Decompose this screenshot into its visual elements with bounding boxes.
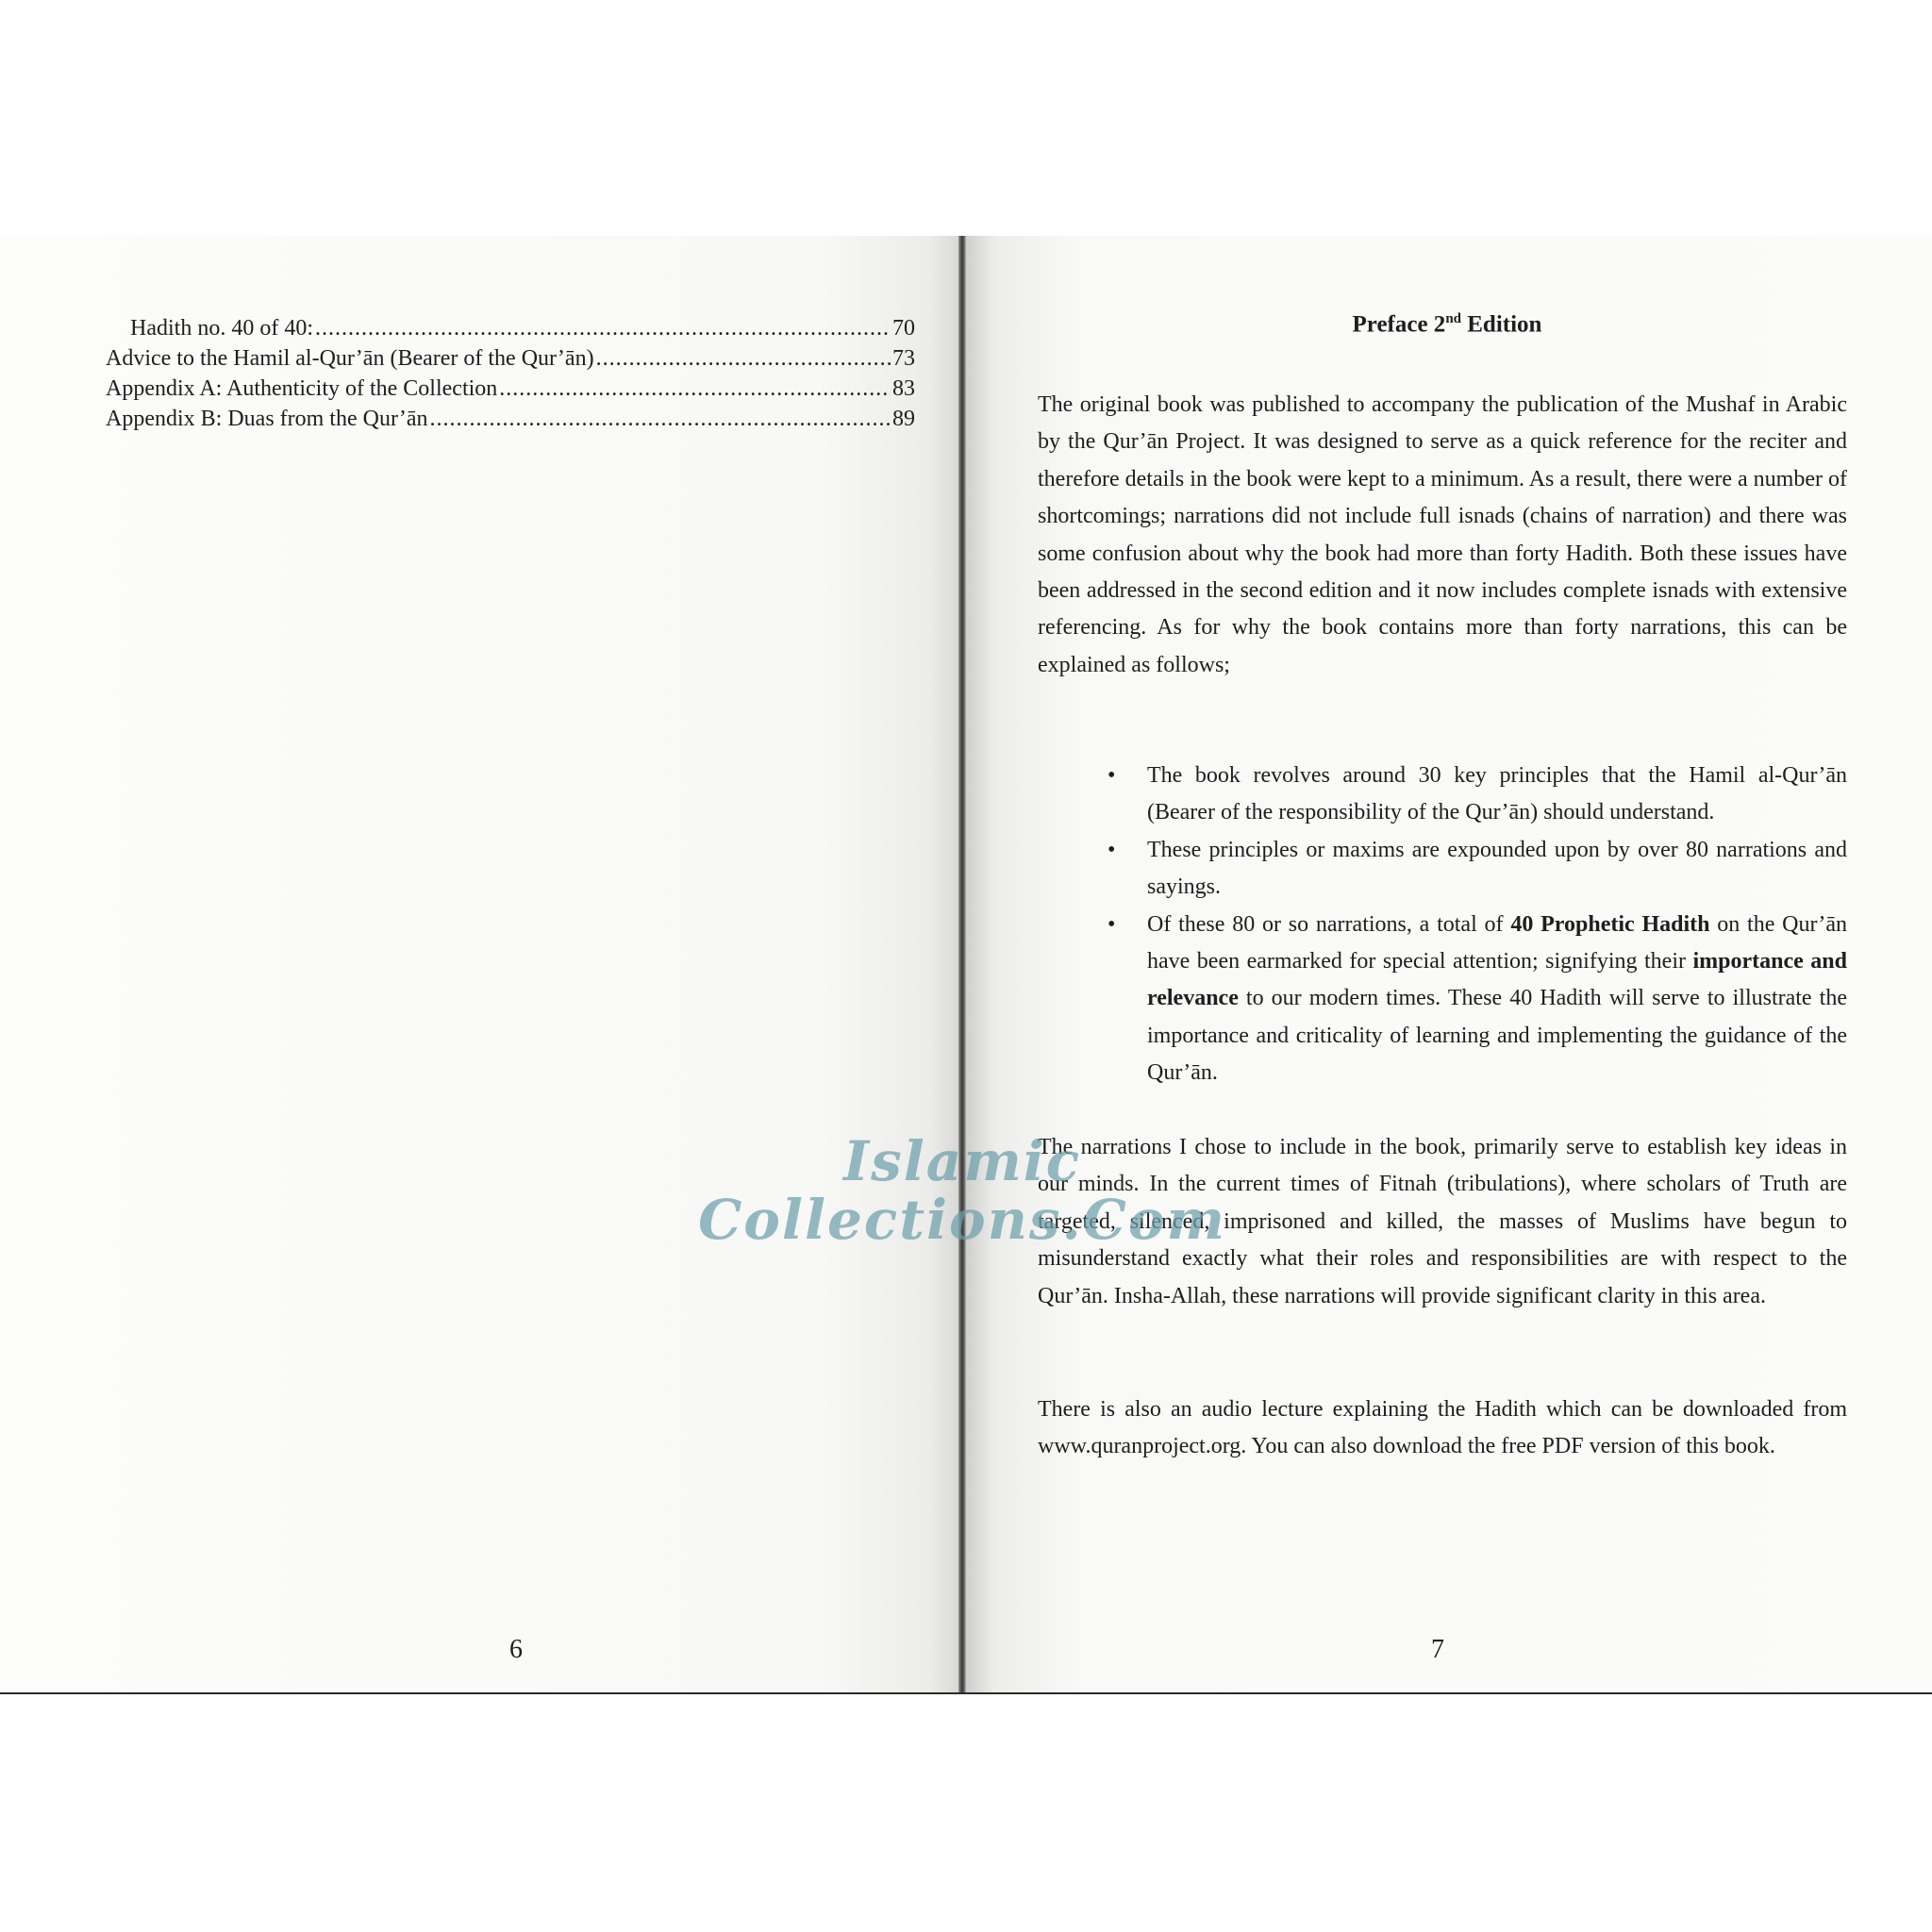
book-spread [0,236,1932,1694]
toc-leader-dots [429,404,891,434]
toc-entry [106,313,915,343]
bullet-item [1083,907,1847,1092]
bullet-dot-icon: • [1108,837,1116,862]
watermark-line-2: Collections.Com [698,1188,1226,1252]
preface-paragraph-2: The narrations I chose to include in the book, primarily serve to establish key ideas in our minds. In the current times of Fitnah (tribulations), where scholars of Truth are targeted, silenced, imprisoned and killed, the masses of Muslims have begun to misunderstand exactly what their roles and responsibilities are with respect to the Qur’ān. Insha-Allah, these narrations will provide significant clarity in this area. [1038,1135,1847,1308]
watermark-line-1: Islamic [842,1129,1082,1193]
bullet-text: The book revolves around 30 key principles that the Hamil al-Qur’ān (Bearer of the responsibility of the Qur’ān) should understand. [1147,763,1847,825]
toc-entry-page: 89 [892,407,915,431]
preface-paragraph-3: There is also an audio lecture explaining the Hadith which can be downloaded from www.quranproject.org. You can also download the free PDF version of this book. [1038,1397,1847,1459]
toc-entry [106,374,915,404]
book-gutter [958,236,966,1692]
preface-title-end: Edition [1461,311,1542,338]
preface-paragraph-1: The original book was published to accompany the publication of the Mushaf in Arabic by the Qur’ān Project. It was designed to serve as a quick reference for the reciter and therefore details in the book were kept to a minimum. As a result, there were a number of shortcomings; narrations did not include full isnads (chains of narration) and there was some confusion about why the book had more than forty Hadith. Both these issues have been addressed in the second edition and it now includes complete isnads with extensive referencing. As for why the book contains more than forty narrations, this can be explained as follows; [1038,392,1847,677]
right-page [966,236,1932,1692]
toc-entry [106,343,915,374]
toc-entry-label: Appendix A: Authenticity of the Collection [106,376,498,401]
page-number-left: 6 [509,1635,523,1664]
bullet-item [1083,758,1847,832]
bullet-text: These principles or maxims are expounded upon by over 80 narrations and sayings. [1147,837,1847,900]
toc-entry-page: 73 [892,346,915,371]
toc-entry-page: 70 [892,316,915,341]
toc-leader-dots [596,343,891,374]
bullet-text-part: to our modern times. These 40 Hadith will serve to illustrate the importance and criticality of learning and implementing the guidance of the Qur’ān. [1147,986,1847,1086]
toc-entry-label: Advice to the Hamil al-Qur’ān (Bearer of the Qur’ān) [106,346,594,371]
toc-leader-dots [315,313,891,343]
bullet-item [1083,832,1847,907]
bullet-bold-text: 40 Prophetic Hadith [1510,911,1710,937]
toc-entry-label: Appendix B: Duas from the Qur’ān [106,407,428,431]
page-number-right: 7 [1431,1635,1444,1664]
table-of-contents [106,313,915,434]
toc-entry [106,404,915,434]
preface-title-superscript: nd [1445,311,1461,326]
preface-title [1041,311,1853,338]
toc-entry-page: 83 [892,376,915,401]
toc-leader-dots [499,374,891,404]
left-page [0,236,958,1692]
toc-entry-label: Hadith no. 40 of 40: [130,316,313,341]
bullet-dot-icon: • [1108,763,1116,788]
bullet-bold-text: importance and relevance [1147,949,1848,1011]
bullet-text [1147,912,1847,1086]
preface-title-main: Preface 2 [1352,311,1446,338]
preface-bullet-list [1083,758,1847,1092]
bullet-text-part: on the Qur’ān have been earmarked for special attention; signifying their [1147,911,1848,974]
bullet-dot-icon: • [1108,911,1116,937]
bullet-text-part: Of these 80 or so narrations, a total of [1147,911,1511,937]
